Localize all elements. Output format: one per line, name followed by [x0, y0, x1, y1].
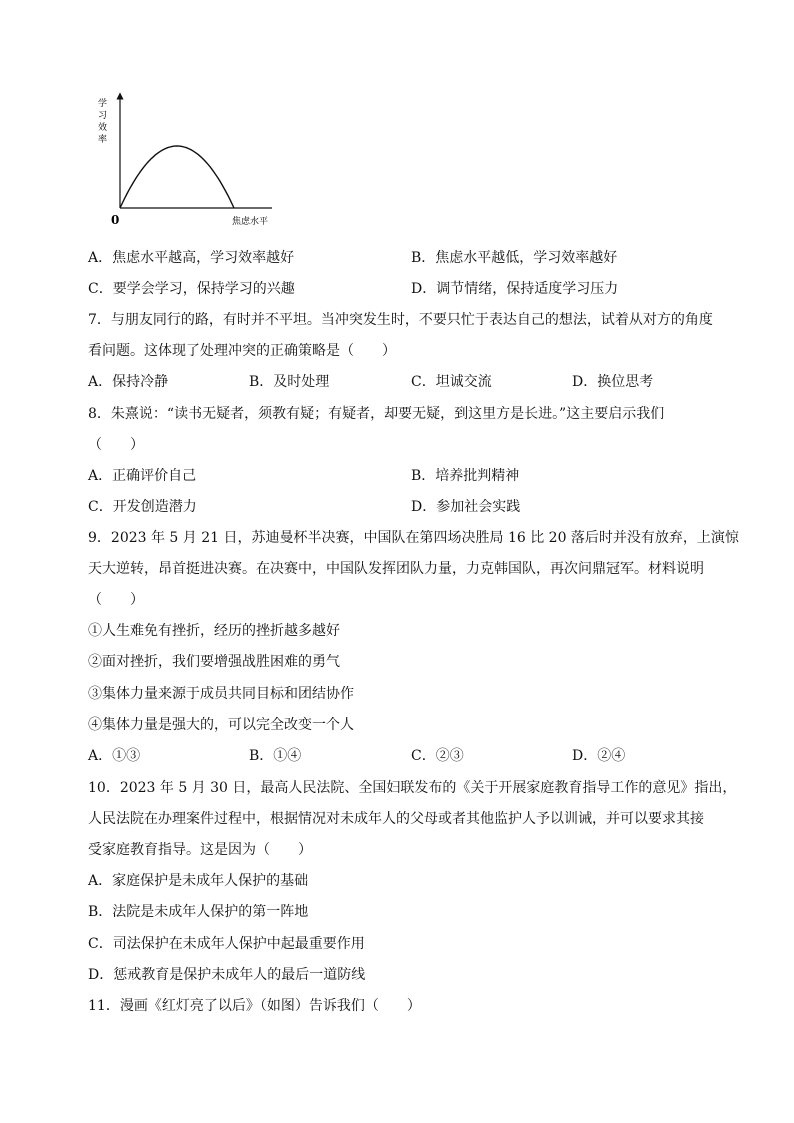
q8-option-b[interactable]: B．培养批判精神 [411, 468, 520, 484]
q9-option-c[interactable]: C．②③ [411, 748, 464, 764]
anxiety-efficiency-chart [96, 92, 286, 232]
q8-stem-line-2: （ ） [88, 437, 144, 453]
q8-option-d[interactable]: D．参加社会实践 [411, 499, 521, 515]
q9-statement-3: ③集体力量来源于成员共同目标和团结协作 [88, 686, 354, 702]
q7-option-d[interactable]: D．换位思考 [572, 374, 654, 390]
q9-option-b[interactable]: B．①④ [249, 748, 302, 764]
q8-option-c[interactable]: C．开发创造潜力 [88, 499, 197, 515]
q9-statement-1: ①人生难免有挫折，经历的挫折越多越好 [88, 623, 340, 639]
q7-option-c[interactable]: C．坦诚交流 [411, 374, 492, 390]
q10-option-c[interactable]: C．司法保护在未成年人保护中起最重要作用 [88, 936, 365, 952]
q7-option-a[interactable]: A．保持冷静 [88, 374, 169, 390]
q6-option-b[interactable]: B．焦虑水平越低，学习效率越好 [411, 250, 618, 266]
q6-option-d[interactable]: D．调节情绪，保持适度学习压力 [411, 281, 619, 297]
q9-option-a[interactable]: A．①③ [88, 748, 141, 764]
q9-statement-4: ④集体力量是强大的，可以完全改变一个人 [88, 717, 354, 733]
q11-stem-line-1: 11．漫画《红灯亮了以后》（如图）告诉我们（ ） [88, 998, 421, 1014]
q8-option-a[interactable]: A．正确评价自己 [88, 468, 197, 484]
origin-label: 0 [111, 213, 120, 227]
q10-option-b[interactable]: B．法院是未成年人保护的第一阵地 [88, 904, 309, 920]
x-axis-label: 焦虑水平 [232, 217, 269, 227]
efficiency-curve [120, 146, 234, 208]
q10-stem-line-3: 受家庭教育指导。这是因为（ ） [88, 842, 312, 858]
q9-stem-line-3: （ ） [88, 592, 144, 608]
q10-option-a[interactable]: A．家庭保护是未成年人保护的基础 [88, 873, 309, 889]
q10-stem-line-2: 人民法院在办理案件过程中，根据情况对未成年人的父母或者其他监护人予以训诫，并可以要求其接 [88, 811, 704, 827]
q8-stem-line-1: 8．朱熹说：“读书无疑者，须教有疑；有疑者，却要无疑，到这里方是长进。”这主要启示我们 [88, 406, 665, 422]
q7-option-b[interactable]: B．及时处理 [249, 374, 330, 390]
q10-option-d[interactable]: D．惩戒教育是保护未成年人的最后一道防线 [88, 967, 366, 983]
y-label-char-3: 效 [98, 123, 108, 133]
q9-option-d[interactable]: D．②④ [572, 748, 626, 764]
q6-option-a[interactable]: A．焦虑水平越高，学习效率越好 [88, 250, 295, 266]
y-label-char-2: 习 [98, 111, 108, 121]
q9-stem-line-2: 天大逆转，昂首挺进决赛。在决赛中，中国队发挥团队力量，力克韩国队，再次问鼎冠军。材料说明 [88, 561, 704, 577]
q9-statement-2: ②面对挫折，我们要增强战胜困难的勇气 [88, 654, 340, 670]
q10-stem-line-1: 10．2023 年 5 月 30 日，最高人民法院、全国妇联发布的《关于开展家庭教育指导工作的意见》指出， [88, 780, 737, 796]
q9-stem-line-1: 9．2023 年 5 月 21 日，苏迪曼杯半决赛，中国队在第四场决胜局 16 比 20 落后时并没有放弃，上演惊 [88, 530, 739, 546]
q6-option-c[interactable]: C．要学会学习，保持学习的兴趣 [88, 281, 295, 297]
y-label-char-4: 率 [98, 135, 108, 145]
y-label-char-1: 学 [98, 99, 108, 109]
q7-stem-line-2: 看问题。这体现了处理冲突的正确策略是（ ） [88, 343, 396, 359]
q7-stem-line-1: 7．与朋友同行的路，有时并不平坦。当冲突发生时，不要只忙于表达自己的想法，试着从对方的角度 [88, 312, 713, 328]
